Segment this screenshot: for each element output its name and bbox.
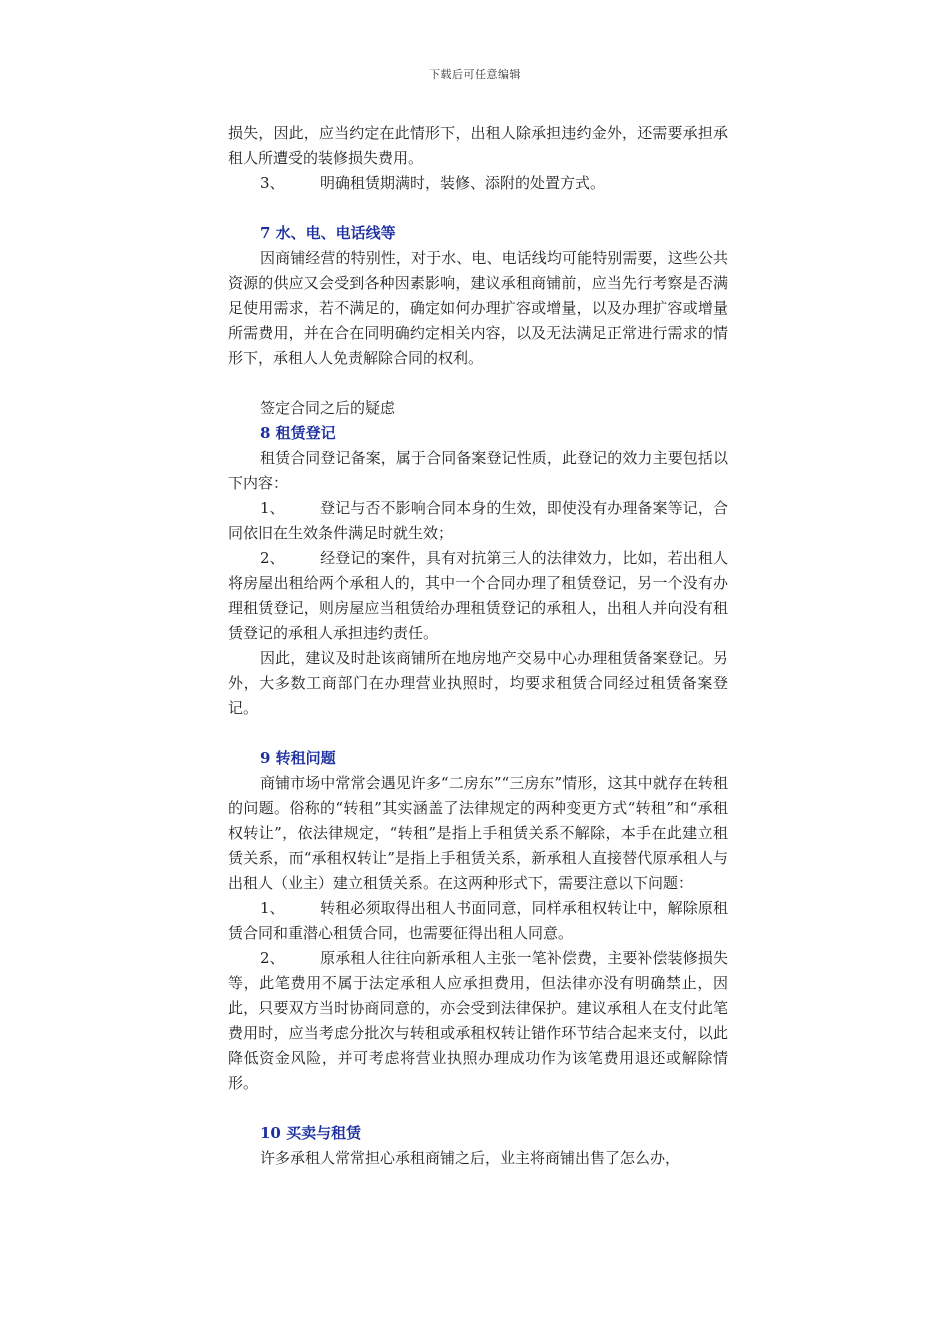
- section-heading-7: 7 水、电、电话线等: [260, 224, 396, 242]
- paragraph: 许多承租人常常担心承租商铺之后，业主将商铺出售了怎么办，: [260, 1149, 681, 1167]
- list-item: [228, 946, 728, 1096]
- list-number: 3、: [260, 174, 285, 192]
- section-heading-8: 8 租赁登记: [260, 424, 336, 442]
- paragraph: 商铺市场中常常会遇见许多“二房东”“三房东”情形，这其中就存在转租的问题。俗称的“转租”其实涵盖了法律规定的两种变更方式“转租”和“承租权转让”，依法律规定，“转租”是指上手租赁关系不解除，本手在此建立租赁关系，而“承租权转让”是指上手租赁关系，新承租人直接替代原承租人与出租人（业主）建立租赁关系。在这两种形式下，需要注意以下问题：: [228, 774, 728, 892]
- list-item: [228, 171, 728, 196]
- page-header: 下载后可任意编辑: [429, 68, 521, 81]
- list-number: 2、: [260, 949, 285, 967]
- list-text: 明确租赁期满时，装修、添附的处置方式。: [320, 174, 606, 192]
- section-title: 签定合同之后的疑虑: [260, 399, 396, 417]
- list-number: 1、: [260, 899, 285, 917]
- list-text: 经登记的案件，具有对抗第三人的法律效力，比如，若出租人将房屋出租给两个承租人的，其中一个合同办理了租赁登记，另一个没有办理租赁登记，则房屋应当租赁给办理租赁登记的承租人，出租人并向没有租赁登记的承租人承担违约责任。: [228, 549, 728, 642]
- section-heading-10: 10 买卖与租赁: [260, 1124, 362, 1142]
- paragraph: 因商铺经营的特别性，对于水、电、电话线均可能特别需要，这些公共资源的供应又会受到各种因素影响，建议承租商铺前，应当先行考察是否满足使用需求，若不满足的，确定如何办理扩容或增量，以及办理扩容或增量所需费用，并在合在同明确约定相关内容，以及无法满足正常进行需求的情形下，承租人人免责解除合同的权利。: [228, 249, 728, 367]
- section-heading-9: 9 转租问题: [260, 749, 336, 767]
- list-item: [228, 496, 728, 546]
- list-text: 原承租人往往向新承租人主张一笔补偿费，主要补偿装修损失等，此笔费用不属于法定承租人应承担费用，但法律亦没有明确禁止，因此，只要双方当时协商同意的，亦会受到法律保护。建议承租人在支付此笔费用时，应当考虑分批次与转租或承租权转让错作环节结合起来支付，以此降低资金风险，并可考虑将营业执照办理成功作为该笔费用退还或解除情形。: [228, 949, 728, 1092]
- list-text: 转租必须取得出租人书面同意，同样承租权转让中，解除原租赁合同和重潜心租赁合同，也需要征得出租人同意。: [228, 899, 728, 942]
- paragraph: 租赁合同登记备案，属于合同备案登记性质，此登记的效力主要包括以下内容：: [228, 449, 728, 492]
- list-number: 1、: [260, 499, 285, 517]
- list-item: [228, 896, 728, 946]
- list-number: 2、: [260, 549, 285, 567]
- paragraph: 损失，因此，应当约定在此情形下，出租人除承担违约金外，还需要承担承租人所遭受的装修损失费用。: [228, 124, 728, 167]
- list-text: 登记与否不影响合同本身的生效，即使没有办理备案等记，合同依旧在生效条件满足时就生效；: [228, 499, 728, 542]
- list-item: [228, 546, 728, 646]
- document-body: [228, 121, 728, 1171]
- paragraph: 因此，建议及时赴该商铺所在地房地产交易中心办理租赁备案登记。另外，大多数工商部门在办理营业执照时，均要求租赁合同经过租赁备案登记。: [228, 649, 728, 717]
